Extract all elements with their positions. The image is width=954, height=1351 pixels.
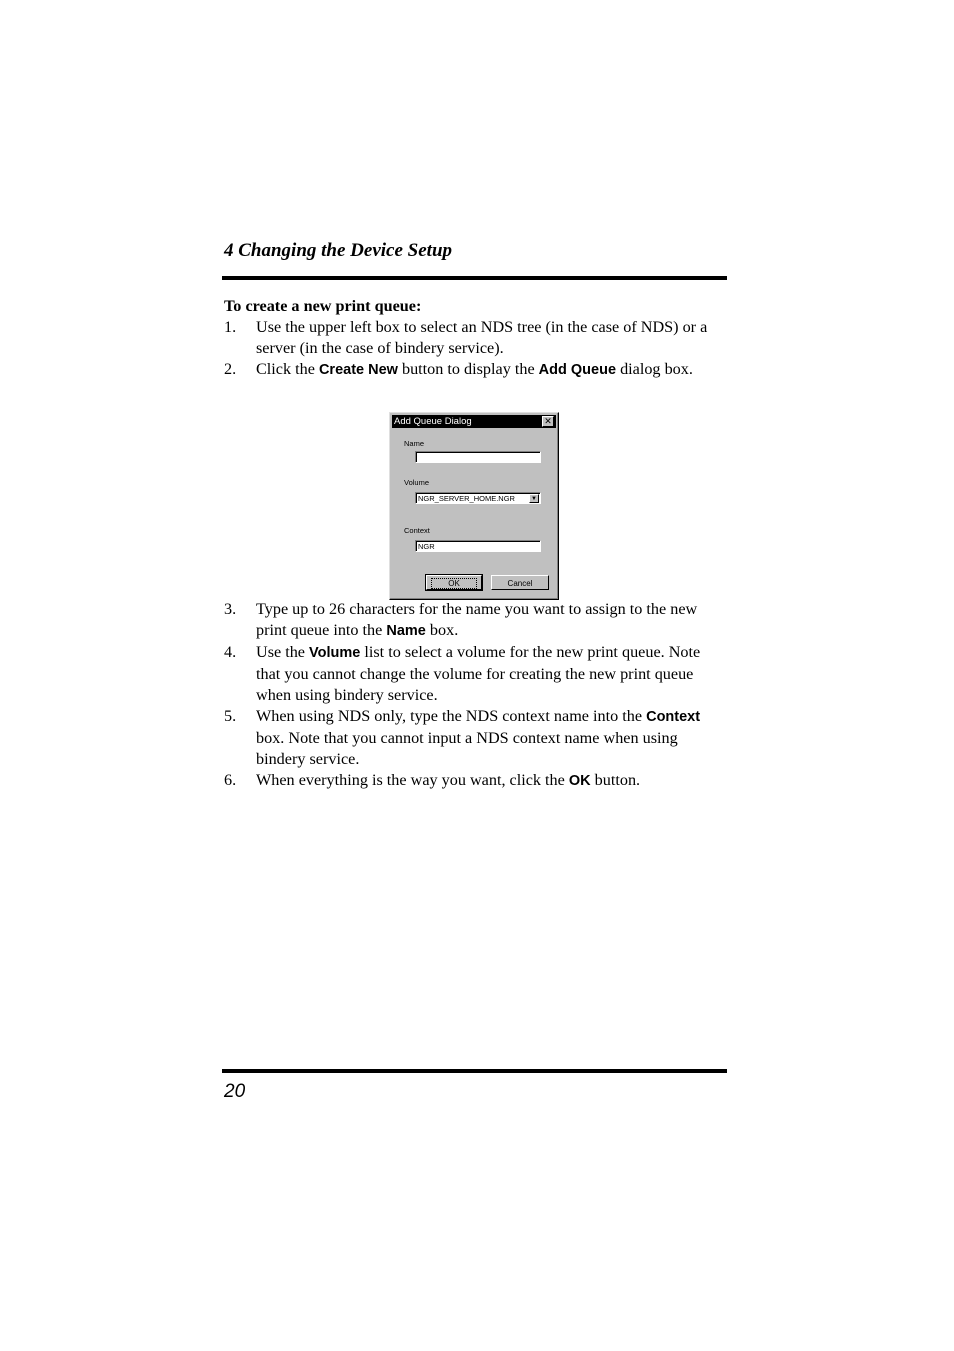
add-queue-dialog bbox=[389, 412, 559, 600]
section-heading: To create a new print queue: bbox=[224, 297, 422, 315]
step-text: box. bbox=[425, 621, 459, 639]
ok-button-label: OK bbox=[431, 578, 477, 589]
step-text: button to display the bbox=[397, 360, 539, 378]
step-text: list to select a volume for the new print queue. Note that you cannot change the volume for creating the new print queue when using bindery service. bbox=[256, 643, 701, 704]
dialog-title: Add Queue Dialog bbox=[394, 416, 472, 427]
step-text: When everything is the way you want, click the bbox=[256, 771, 569, 789]
ui-term: Volume bbox=[309, 645, 361, 661]
ui-term: Name bbox=[386, 623, 426, 639]
step-text: dialog box. bbox=[616, 360, 693, 378]
name-label: Name bbox=[404, 439, 425, 448]
step-number: 3. bbox=[224, 600, 237, 618]
step-number: 5. bbox=[224, 707, 237, 725]
ui-term: Add Queue bbox=[538, 362, 617, 378]
step-number: 2. bbox=[224, 360, 237, 378]
step-number: 6. bbox=[224, 771, 237, 789]
volume-select[interactable] bbox=[415, 492, 541, 504]
list-item bbox=[224, 642, 724, 706]
dialog-titlebar[interactable] bbox=[392, 415, 556, 428]
step-text: Type up to 26 characters for the name you want to assign to the new print queue into the bbox=[256, 600, 698, 639]
context-label: Context bbox=[404, 526, 430, 535]
footer-rule bbox=[222, 1069, 727, 1073]
ui-term: OK bbox=[568, 773, 591, 789]
steps-list bbox=[224, 317, 724, 381]
volume-value: NGR_SERVER_HOME.NGR bbox=[418, 494, 515, 503]
page-number: 20 bbox=[224, 1081, 246, 1102]
volume-label: Volume bbox=[404, 478, 430, 487]
step-number: 1. bbox=[224, 318, 237, 336]
step-number: 4. bbox=[224, 643, 237, 661]
step-text: Use the upper left box to select an NDS tree (in the case of NDS) or a server (in the case of bindery service). bbox=[256, 318, 708, 357]
ui-term: Create New bbox=[318, 362, 398, 378]
ui-term: Context bbox=[646, 709, 701, 725]
list-item bbox=[224, 317, 724, 359]
step-text: When using NDS only, type the NDS context name into the bbox=[256, 707, 647, 725]
close-icon[interactable]: ✕ bbox=[542, 416, 554, 427]
context-field[interactable]: NGR bbox=[415, 540, 541, 552]
step-text: box. Note that you cannot input a NDS context name when using bindery service. bbox=[256, 729, 678, 768]
cancel-button[interactable]: Cancel bbox=[491, 575, 549, 590]
list-item bbox=[224, 706, 724, 770]
step-text: Click the bbox=[256, 360, 319, 378]
list-item bbox=[224, 359, 724, 381]
steps-list-continued bbox=[224, 599, 724, 792]
step-text: Use the bbox=[256, 643, 310, 661]
list-item bbox=[224, 770, 724, 792]
ok-button[interactable] bbox=[426, 575, 482, 590]
chapter-heading: 4 Changing the Device Setup bbox=[224, 240, 453, 261]
step-text: button. bbox=[590, 771, 641, 789]
header-rule bbox=[222, 276, 727, 280]
chevron-down-icon[interactable]: ▼ bbox=[529, 494, 539, 503]
list-item bbox=[224, 599, 724, 642]
name-field[interactable] bbox=[415, 451, 541, 463]
